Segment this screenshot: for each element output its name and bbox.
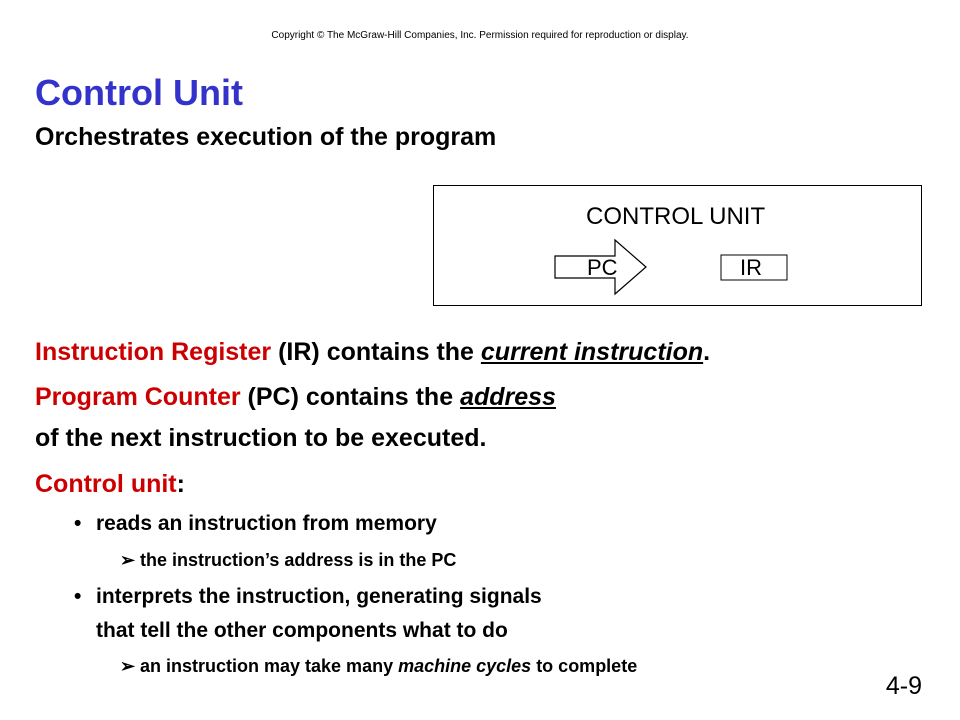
cu-term: Control unit bbox=[35, 470, 177, 498]
sub-bullet-1 bbox=[120, 550, 456, 571]
pc-label: PC bbox=[587, 255, 618, 280]
bullet-text: reads an instruction from memory bbox=[96, 512, 437, 535]
ir-description bbox=[35, 338, 710, 367]
sub-bullet-text: the instruction’s address is in the PC bbox=[140, 550, 457, 570]
cu-colon: : bbox=[176, 470, 185, 498]
ir-label: IR bbox=[740, 255, 762, 280]
sub-bullet-2 bbox=[120, 656, 637, 677]
pc-term: Program Counter bbox=[35, 383, 241, 411]
pc-emph: address bbox=[460, 383, 556, 411]
pc-rest: (PC) contains the bbox=[240, 383, 461, 411]
control-unit-diagram bbox=[433, 185, 923, 307]
sub-bullet-emph: machine cycles bbox=[398, 656, 532, 676]
arrow-bullet-icon: ➢ bbox=[120, 656, 136, 676]
arrow-bullet-icon: ➢ bbox=[120, 550, 136, 570]
copyright-notice: Copyright © The McGraw-Hill Companies, Inc. Permission required for reproduction or display. bbox=[271, 30, 689, 41]
bullet-item-1 bbox=[74, 512, 437, 536]
bullet-item-2-line2: that tell the other components what to do bbox=[96, 619, 508, 642]
bullet-item-2 bbox=[74, 585, 542, 609]
ir-term: Instruction Register bbox=[35, 338, 272, 366]
ir-emph: current instruction bbox=[480, 338, 704, 366]
page-number: 4-9 bbox=[885, 672, 922, 700]
slide-subtitle: Orchestrates execution of the program bbox=[35, 123, 497, 151]
bullet-dot: • bbox=[74, 512, 82, 535]
bullet-dot: • bbox=[74, 585, 82, 608]
ir-end: . bbox=[703, 338, 711, 366]
slide-title: Control Unit bbox=[35, 72, 243, 113]
sub-bullet-pre: an instruction may take many bbox=[140, 656, 399, 676]
control-unit-label: CONTROL UNIT bbox=[586, 203, 766, 230]
sub-bullet-post: to complete bbox=[531, 656, 638, 676]
bullet-text: interprets the instruction, generating signals bbox=[96, 585, 542, 608]
control-unit-heading bbox=[35, 470, 185, 499]
pc-description-line1 bbox=[35, 383, 556, 412]
pc-description-line2: of the next instruction to be executed. bbox=[35, 424, 487, 452]
ir-rest: (IR) contains the bbox=[271, 338, 481, 366]
